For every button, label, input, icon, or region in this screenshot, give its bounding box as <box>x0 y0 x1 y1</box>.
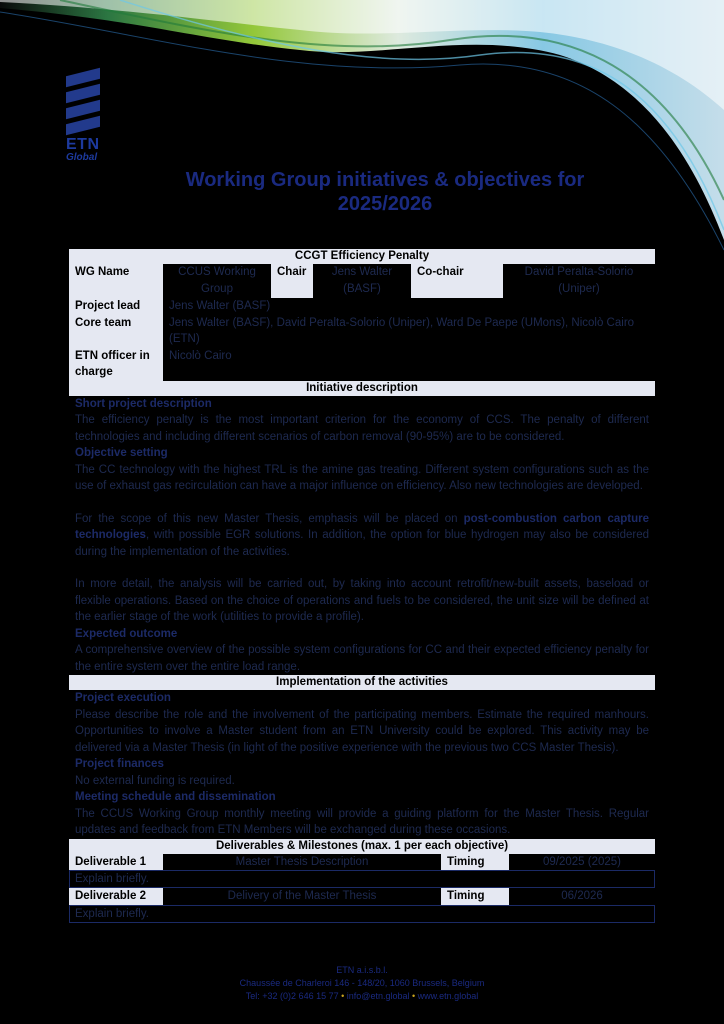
implementation-header: Implementation of the activities <box>69 675 655 690</box>
initiative-form <box>69 249 655 923</box>
cochair-label: Co-chair <box>411 264 503 298</box>
finances-heading: Project finances <box>75 758 164 770</box>
execution-heading: Project execution <box>75 692 171 704</box>
meeting-text: The CCUS Working Group monthly meeting will provide a guiding platform for the Master Thesis. Regular updates and feedback from ETN Members will be exchanged during these occasions. <box>75 807 649 836</box>
separator-dot: • <box>412 991 416 1001</box>
officer-label: ETN officer in charge <box>69 348 163 381</box>
deliverables-header: Deliverables & Milestones (max. 1 per each objective) <box>69 839 655 854</box>
footer-org: ETN a.i.s.b.l. <box>336 965 388 975</box>
deliverable-1-timing: 09/2025 (2025) <box>542 855 621 868</box>
title-line-1: Working Group initiatives & objectives for <box>185 169 585 191</box>
objective-text-3: In more detail, the analysis will be carried out, by taking into account retrofit/new-built assets, baseload or flexible operations. Based on the choice of operations and fuels to be considered, the unit size will be defined at the earlier stage of the work (utilities to provide a profile). <box>75 578 649 623</box>
logo-etn-text: ETN <box>66 136 100 153</box>
info-table <box>69 264 655 381</box>
short-description-text: The efficiency penalty is the most important criterion for the economy of CCS. The penalty of different technologies and including different scenarios of carbon removal (90-95%) are to be considered. <box>75 414 649 443</box>
finances-text: No external funding is required. <box>75 774 235 787</box>
objective-text-1: The CC technology with the highest TRL is the amine gas treating. Different system configurations such as the use of exhaust gas recirculation can have a major influence on efficiency. Also new technologies are developed. <box>75 463 649 492</box>
cochair-value: David Peralta-Solorio (Uniper) <box>524 266 634 295</box>
objective-text-2: For the scope of this new Master Thesis, emphasis will be placed on post-combustion carbon capture technologies, with possible EGR solutions. In addition, the option for blue hydrogen may also be considered during the implementation of the activities. <box>75 512 649 558</box>
etn-global-logo <box>66 72 110 163</box>
page-title <box>120 168 650 216</box>
outcome-text: A comprehensive overview of the possible system configurations for CC and their expected efficiency penalty for the entire system over the entire load range. <box>75 644 649 673</box>
deliverable-2-timing-label: Timing <box>441 888 509 905</box>
deliverable-2-name: Delivery of the Master Thesis <box>227 890 377 902</box>
short-description-heading: Short project description <box>75 397 212 410</box>
logo-global-text: Global <box>66 152 98 163</box>
project-lead-value: Jens Walter (BASF) <box>169 300 271 312</box>
initiative-header: Initiative description <box>69 381 655 396</box>
wg-name-value: CCUS Working Group <box>178 266 256 295</box>
footer-address: Chaussée de Charleroi 146 - 148/20, 1060 Brussels, Belgium <box>239 978 485 988</box>
deliverable-1-label: Deliverable 1 <box>69 854 163 871</box>
footer-contacts <box>0 990 724 1003</box>
logo-bar-icon <box>66 116 100 135</box>
deliverable-2-explain[interactable]: Explain briefly. <box>69 905 655 923</box>
initiative-section <box>69 396 655 676</box>
meeting-heading: Meeting schedule and dissemination <box>75 791 276 803</box>
core-team-label: Core team <box>69 315 163 348</box>
separator-dot: • <box>341 991 345 1001</box>
deliverable-2-timing: 06/2026 <box>561 890 603 902</box>
outcome-heading: Expected outcome <box>75 627 178 640</box>
implementation-section <box>69 690 655 839</box>
core-team-value: Jens Walter (BASF), David Peralta-Solorio (Uniper), Ward De Paepe (UMons), Nicolò Cairo (ETN) <box>169 316 635 345</box>
officer-value: Nicolò Cairo <box>169 349 232 362</box>
objective-heading: Objective setting <box>75 447 168 459</box>
title-line-2: 2025/2026 <box>337 193 433 215</box>
deliverable-2-label: Deliverable 2 <box>69 888 163 905</box>
deliverable-1-explain[interactable]: Explain briefly. <box>69 870 655 888</box>
execution-text: Please describe the role and the involvement of the participating members. Estimate the required manhours. Opportunities to involve a Master student from an ETN University could be explored. This activity may be delivered via a Master Thesis (in light of the positive experience with the previous two CCS Master Thesis). <box>75 708 649 754</box>
deliverables-table-2 <box>69 888 655 905</box>
footer-email-link[interactable]: info@etn.global <box>346 991 410 1001</box>
chair-label: Chair <box>271 264 313 298</box>
wg-name-label: WG Name <box>69 264 163 298</box>
project-lead-label: Project lead <box>69 298 163 315</box>
footer-tel: Tel: +32 (0)2 646 15 77 <box>245 991 339 1001</box>
deliverable-1-name: Master Thesis Description <box>235 855 369 868</box>
footer-web-link[interactable]: www.etn.global <box>417 991 479 1001</box>
deliverable-1-timing-label: Timing <box>441 854 509 871</box>
section-header-title: CCGT Efficiency Penalty <box>69 249 655 264</box>
footer <box>0 964 724 1003</box>
chair-value: Jens Walter (BASF) <box>331 266 393 295</box>
deliverables-table <box>69 854 655 871</box>
